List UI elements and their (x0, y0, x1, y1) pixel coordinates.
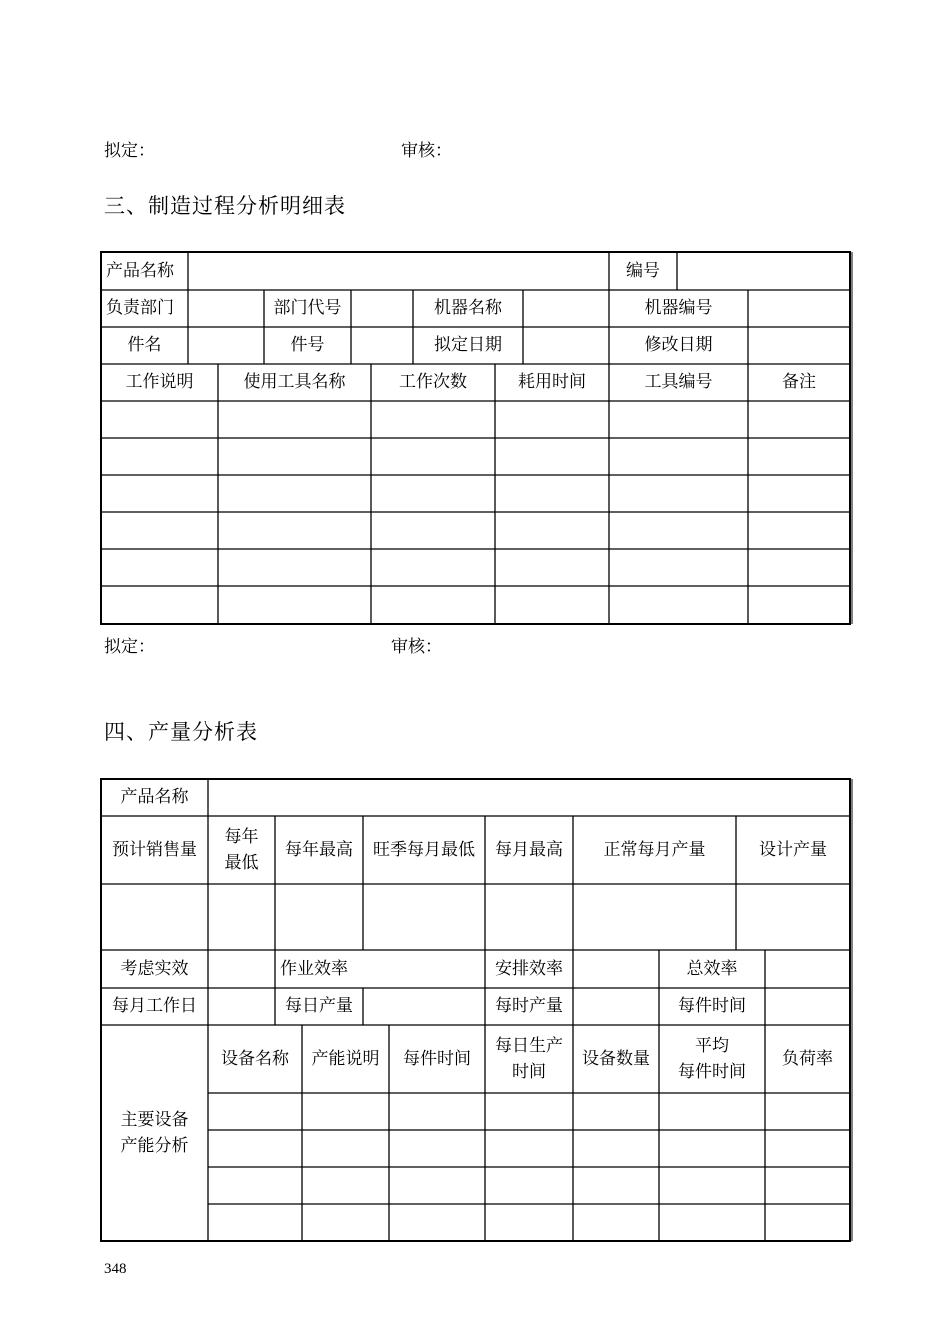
s3-serial-no-label: 编号 (626, 260, 660, 281)
s3-machine-name-label: 机器名称 (434, 298, 502, 319)
s4-daily-prod-line1: 每日生产 (495, 1035, 563, 1056)
s4-load-rate-header: 负荷率 (782, 1048, 833, 1069)
s3-col-header: 使用工具名称 (243, 372, 346, 393)
s3-machine-no-label: 机器编号 (644, 298, 713, 319)
s4-product-name-value[interactable] (208, 779, 850, 816)
section4-title: 四、产量分析表 (104, 720, 258, 744)
s4-capacity-desc-header: 产能说明 (311, 1048, 380, 1069)
s4-equip-name-header: 设备名称 (221, 1048, 289, 1069)
s3-col-header: 工具编号 (644, 372, 713, 393)
top-reviewed-label: 审核： (401, 141, 452, 161)
s4-consider-eff-label: 考虑实效 (120, 958, 189, 979)
s4-avg-line2: 每件时间 (678, 1062, 746, 1082)
s3-col-header: 耗用时间 (518, 372, 586, 393)
s4-monthly-workdays-label: 每月工作日 (112, 996, 197, 1017)
top-drafted-label: 拟定： (104, 141, 155, 161)
s3-drafted-label: 拟定： (104, 637, 155, 657)
s4-peak-monthly-min-header: 旺季每月最低 (373, 839, 475, 860)
s4-design-output-header: 设计产量 (759, 839, 827, 860)
s4-per-piece-time-label: 每件时间 (678, 996, 746, 1017)
s3-product-name-label: 产品名称 (106, 260, 174, 281)
s3-reviewed-label: 审核： (391, 637, 442, 657)
s3-dept-code-label: 部门代号 (273, 298, 342, 319)
s3-department-label: 负责部门 (106, 298, 174, 319)
s4-yearly-max-header: 每年最高 (285, 839, 353, 860)
s4-equip-qty-header: 设备数量 (582, 1048, 650, 1069)
s4-avg-piece-time-header (659, 1025, 765, 1093)
s4-daily-prod-line2: 时间 (512, 1062, 546, 1082)
s4-daily-output-label: 每日产量 (285, 996, 353, 1017)
s4-daily-prod-time-header (485, 1025, 573, 1093)
s4-piece-time-header: 每件时间 (403, 1048, 471, 1069)
s3-revise-date-label: 修改日期 (644, 335, 713, 356)
s4-forecast-sales-label: 预计销售量 (112, 839, 197, 860)
s4-avg-line1: 平均 (695, 1035, 729, 1056)
s4-product-name-label: 产品名称 (120, 787, 189, 808)
s4-work-eff-label: 作业效率 (280, 958, 348, 979)
section3-title: 三、制造过程分析明细表 (104, 194, 346, 218)
s4-equipment-analysis-line1: 主要设备 (120, 1109, 189, 1130)
s3-col-header: 工作说明 (125, 372, 194, 393)
s4-hourly-output-label: 每时产量 (495, 996, 563, 1017)
s4-equipment-analysis-line2: 产能分析 (120, 1136, 189, 1156)
s4-equipment-analysis-label (101, 1025, 208, 1241)
s3-part-name-label: 件名 (127, 335, 162, 356)
s4-yearly-min-header (208, 816, 275, 884)
s4-normal-monthly-header: 正常每月产量 (603, 839, 706, 860)
s3-part-no-label: 件号 (290, 335, 325, 356)
s3-col-header: 备注 (782, 372, 816, 393)
s4-schedule-eff-label: 安排效率 (495, 958, 563, 979)
s4-yearly-min-line1: 每年 (224, 826, 259, 847)
s4-total-eff-label: 总效率 (686, 958, 738, 979)
s4-yearly-min-line2: 最低 (224, 853, 259, 873)
s3-draft-date-label: 拟定日期 (434, 335, 502, 356)
s3-col-header: 工作次数 (399, 372, 467, 393)
s4-monthly-max-header: 每月最高 (495, 839, 563, 860)
page-number: 348 (104, 1261, 127, 1277)
